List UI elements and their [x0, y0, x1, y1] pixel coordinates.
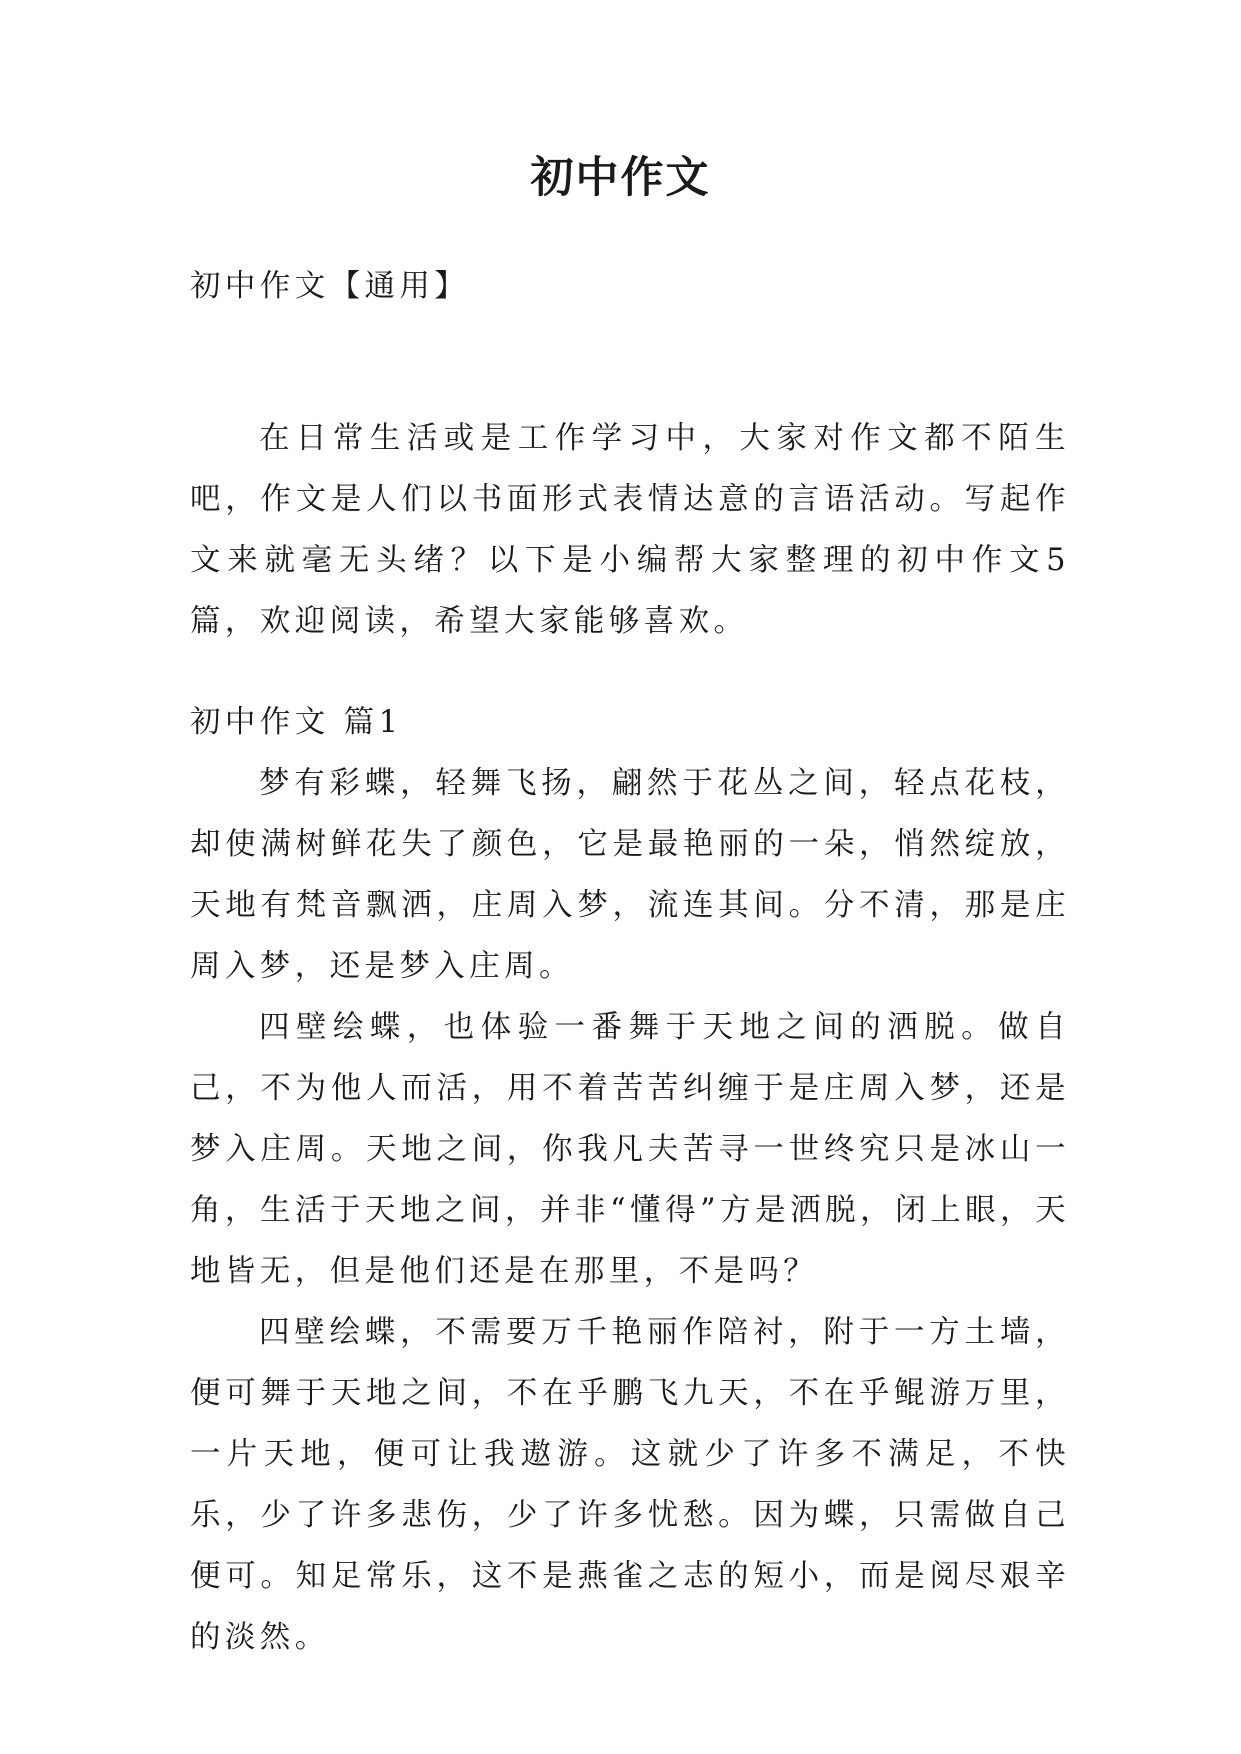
intro-block	[190, 408, 1070, 652]
intro-paragraph: 在日常生活或是工作学习中，大家对作文都不陌生吧，作文是人们以书面形式表情达意的言语活动。写起作文来就毫无头绪？以下是小编帮大家整理的初中作文5篇，欢迎阅读，希望大家能够喜欢。	[190, 421, 1070, 639]
body-paragraph-2: 四壁绘蝶，也体验一番舞于天地之间的洒脱。做自己，不为他人而活，用不着苦苦纠缠于是庄周入梦，还是梦入庄周。天地之间，你我凡夫苦寻一世终究只是冰山一角，生活于天地之间，并非“懂得”方是洒脱，闭上眼，天地皆无，但是他们还是在那里，不是吗？	[190, 1010, 1070, 1289]
section-heading-block	[190, 692, 1070, 753]
document-subtitle	[190, 256, 1070, 317]
body-paragraph-3: 四壁绘蝶，不需要万千艳丽作陪衬，附于一方土墙，便可舞于天地之间，不在乎鹏飞九天，不在乎鲲游万里，一片天地，便可让我遨游。这就少了许多不满足，不快乐，少了许多悲伤，少了许多忧愁。因为蝶，只需做自己便可。知足常乐，这不是燕雀之志的短小，而是阅尽艰辛的淡然。	[190, 1315, 1070, 1655]
body-paragraph-1: 梦有彩蝶，轻舞飞扬，翩然于花丛之间，轻点花枝，却使满树鲜花失了颜色，它是最艳丽的一朵，悄然绽放，天地有梵音飘洒，庄周入梦，流连其间。分不清，那是庄周入梦，还是梦入庄周。	[190, 766, 1070, 984]
subtitle-text: 初中作文【通用】	[190, 269, 470, 304]
section-heading: 初中作文 篇1	[190, 705, 403, 740]
document-title: 初中作文	[530, 153, 711, 203]
section-body	[190, 753, 1070, 1668]
